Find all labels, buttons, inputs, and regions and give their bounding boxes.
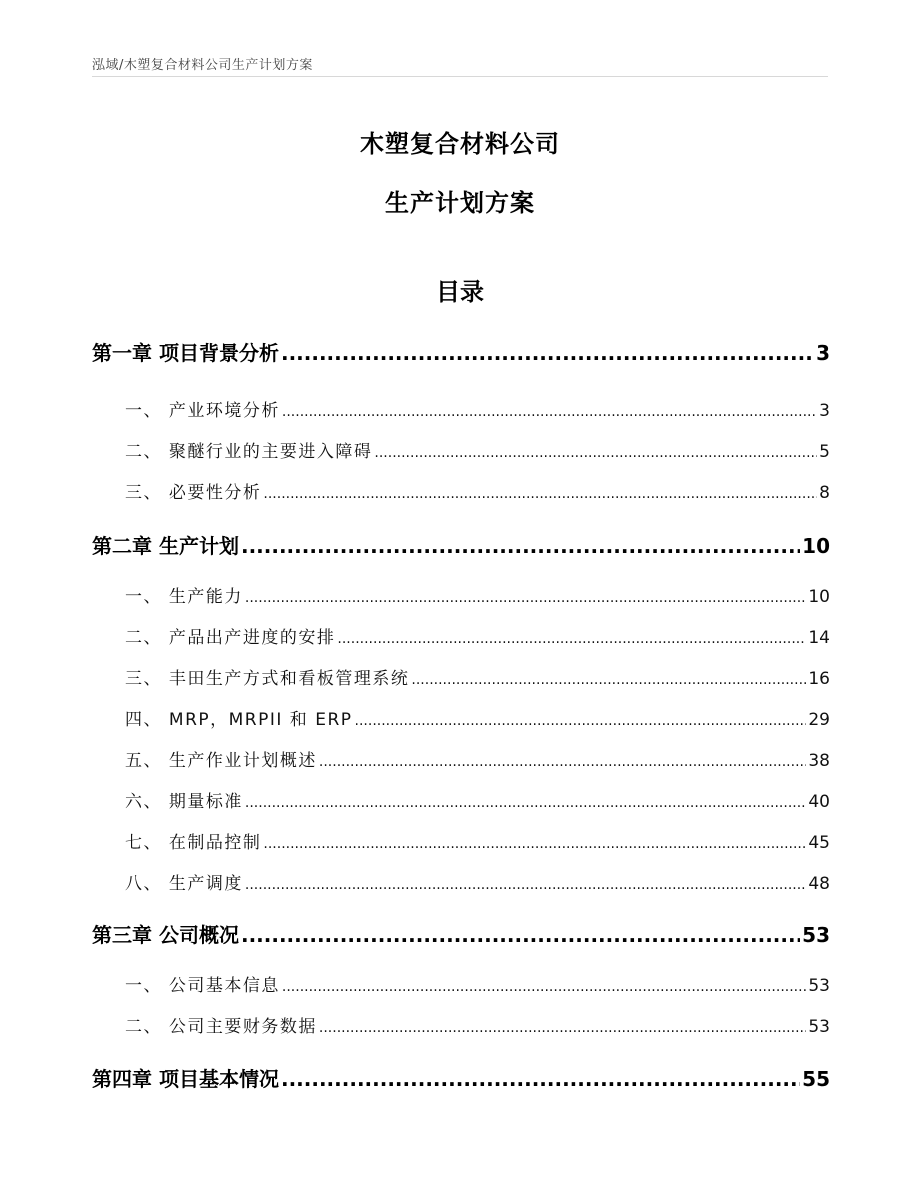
toc-dot-leader — [241, 923, 800, 947]
toc-section-2-1[interactable] — [125, 582, 830, 607]
toc-page-number: 14 — [808, 628, 830, 648]
toc-dot-leader — [282, 401, 817, 421]
toc-page-number: 29 — [808, 710, 830, 730]
toc-entry-label: 三、 丰田生产方式和看板管理系统 — [125, 669, 410, 689]
toc-dot-leader — [281, 341, 814, 365]
toc-entry-label: 八、 生产调度 — [125, 874, 243, 894]
toc-entry-label: 四、 MRP，MRPII 和 ERP — [125, 710, 353, 730]
toc-page-number: 48 — [808, 874, 830, 894]
toc-entry-label: 二、 产品出产进度的安排 — [125, 628, 336, 648]
toc-dot-leader — [263, 833, 806, 853]
toc-dot-leader — [355, 710, 807, 730]
toc-entry-label: 一、 生产能力 — [125, 587, 243, 607]
toc-page-number: 53 — [808, 976, 830, 996]
toc-page-number: 10 — [808, 587, 830, 607]
toc-chapter-3[interactable] — [92, 919, 830, 948]
toc-chapter-2[interactable] — [92, 530, 830, 559]
toc-page-number: 40 — [808, 792, 830, 812]
toc-section-1-1[interactable] — [125, 396, 830, 421]
toc-dot-leader — [263, 483, 817, 503]
toc-page-number: 53 — [808, 1017, 830, 1037]
toc-entry-label: 一、 产业环境分析 — [125, 401, 280, 421]
toc-page-number: 38 — [808, 751, 830, 771]
toc-entry-label: 第一章 项目背景分析 — [92, 341, 279, 365]
toc-dot-leader — [241, 534, 800, 558]
toc-page-number: 55 — [802, 1067, 830, 1091]
table-of-contents — [92, 0, 830, 1191]
toc-page-number: 53 — [802, 923, 830, 947]
document-title-line2: 生产计划方案 — [385, 189, 535, 217]
toc-chapter-1[interactable] — [92, 337, 830, 366]
toc-entry-label: 五、 生产作业计划概述 — [125, 751, 317, 771]
toc-dot-leader — [411, 669, 806, 689]
toc-section-2-8[interactable] — [125, 869, 830, 894]
toc-entry-label: 七、 在制品控制 — [125, 833, 262, 853]
toc-section-3-2[interactable] — [125, 1012, 830, 1037]
toc-dot-leader — [374, 442, 817, 462]
toc-entry-label: 第三章 公司概况 — [92, 923, 239, 947]
toc-dot-leader — [337, 628, 806, 648]
document-title-line1: 木塑复合材料公司 — [360, 130, 560, 158]
running-header: 泓域/木塑复合材料公司生产计划方案 — [92, 58, 313, 73]
toc-entry-label: 第二章 生产计划 — [92, 534, 239, 558]
toc-section-2-4[interactable] — [125, 705, 830, 730]
toc-entry-label: 六、 期量标准 — [125, 792, 243, 812]
toc-section-2-6[interactable] — [125, 787, 830, 812]
toc-dot-leader — [319, 751, 806, 771]
toc-section-1-3[interactable] — [125, 478, 830, 503]
toc-page-number: 8 — [819, 483, 830, 503]
toc-section-3-1[interactable] — [125, 971, 830, 996]
toc-dot-leader — [282, 976, 806, 996]
toc-page-number: 16 — [808, 669, 830, 689]
toc-entry-label: 一、 公司基本信息 — [125, 976, 280, 996]
toc-dot-leader — [245, 874, 806, 894]
toc-entry-label: 二、 公司主要财务数据 — [125, 1017, 317, 1037]
toc-dot-leader — [319, 1017, 806, 1037]
toc-heading: 目录 — [436, 278, 484, 306]
toc-chapter-4[interactable] — [92, 1063, 830, 1092]
toc-section-1-2[interactable] — [125, 437, 830, 462]
toc-dot-leader — [245, 587, 806, 607]
toc-entry-label: 第四章 项目基本情况 — [92, 1067, 279, 1091]
toc-section-2-7[interactable] — [125, 828, 830, 853]
toc-dot-leader — [281, 1067, 800, 1091]
toc-entry-label: 二、 聚醚行业的主要进入障碍 — [125, 442, 373, 462]
toc-section-2-2[interactable] — [125, 623, 830, 648]
toc-page-number: 5 — [819, 442, 830, 462]
toc-section-2-5[interactable] — [125, 746, 830, 771]
toc-page-number: 3 — [819, 401, 830, 421]
toc-dot-leader — [245, 792, 806, 812]
toc-page-number: 3 — [816, 341, 830, 365]
toc-page-number: 10 — [802, 534, 830, 558]
toc-page-number: 45 — [808, 833, 830, 853]
toc-section-2-3[interactable] — [125, 664, 830, 689]
toc-entry-label: 三、 必要性分析 — [125, 483, 262, 503]
